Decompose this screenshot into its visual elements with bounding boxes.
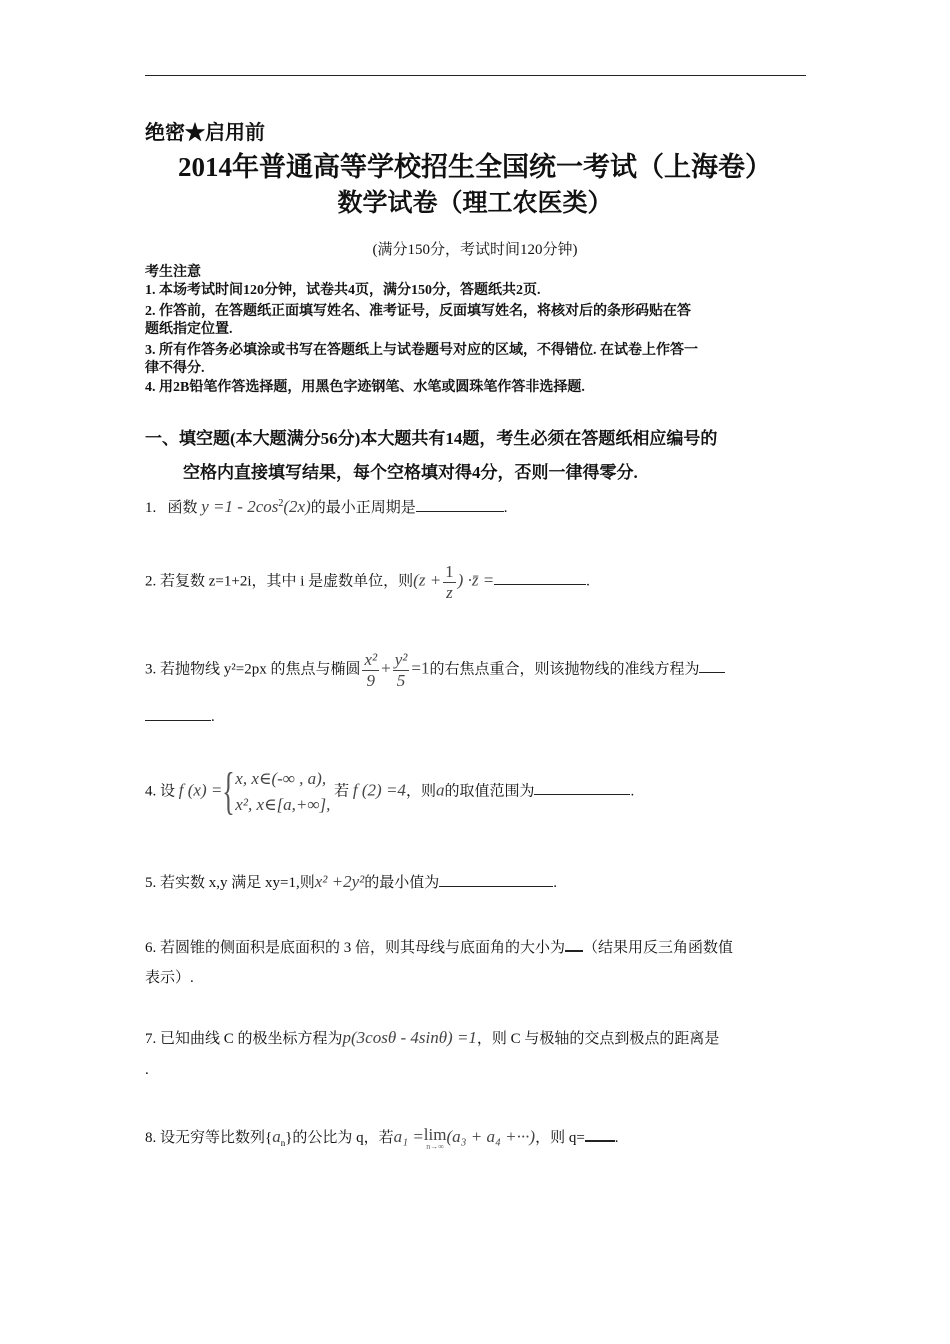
question-5: [145, 871, 557, 892]
question-4: [145, 763, 635, 820]
top-rule: [145, 75, 806, 76]
answer-blank[interactable]: [416, 497, 504, 512]
answer-blank[interactable]: [534, 780, 630, 795]
q2-denominator: z: [446, 582, 453, 602]
q3-num2: y²: [394, 650, 408, 669]
q8-a1: a₁ =: [393, 1127, 424, 1146]
q4-text-post2: 的取值范围为: [444, 783, 535, 800]
q3-plus: +: [381, 658, 391, 678]
q5-formula: x² +2y²: [314, 872, 365, 891]
question-3: [145, 650, 725, 690]
notice-item: 3. 所有作答务必填涂或书写在答题纸上与试卷题号对应的区域，不得错位. 在试卷上作答一: [145, 343, 698, 358]
question-number: 1.: [145, 500, 157, 516]
q8-lim-sub: n→∞: [426, 1142, 444, 1152]
q7-text: 7. 已知曲线 C 的极坐标方程为: [145, 1031, 343, 1047]
answer-blank[interactable]: [494, 570, 586, 585]
q8-seq: a: [272, 1127, 281, 1146]
section-heading-cont: 空格内直接填写结果，每个空格填对得4分，否则一律得零分.: [183, 463, 638, 482]
q4-condition: f (2) =4: [352, 780, 406, 800]
q8-lim: lim: [423, 1125, 447, 1145]
q8-seq-sub: n: [280, 1138, 286, 1148]
q4-case-2: x², x∈[a,+∞],: [235, 795, 331, 814]
q1-exp: 2: [278, 498, 284, 509]
notice-item: 4. 用2B铅笔作答选择题，用黑色字迹钢笔、水笔或圆珠笔作答非选择题.: [145, 380, 585, 395]
notice-item: 题纸指定位置.: [145, 322, 233, 337]
q7-text-post: ，则 C 与极轴的交点到极点的距离是: [476, 1031, 720, 1047]
question-1: [145, 496, 508, 517]
q4-case-1: x, x∈(-∞ , a),: [235, 769, 327, 788]
q5-text: 5. 若实数 x,y 满足 xy=1,则: [145, 875, 315, 891]
q6-text: 6. 若圆锥的侧面积是底面积的 3 倍，则其母线与底面角的大小为: [145, 940, 566, 956]
q2-formula-end: ) ·z̄ =: [457, 570, 495, 590]
q5-end: .: [553, 875, 557, 891]
question-8: [145, 1126, 619, 1151]
q4-text-post: ，则: [405, 783, 436, 800]
exam-title: 2014年普通高等学校招生全国统一考试（上海卷）: [178, 152, 772, 182]
q8-end: .: [614, 1130, 619, 1146]
q1-formula-arg: (2x): [283, 497, 311, 516]
q1-text: 函数: [167, 500, 198, 516]
question-7: [145, 1027, 719, 1048]
q1-text-post: 的最小正周期是: [310, 500, 416, 516]
brace-icon: {: [222, 763, 236, 820]
q2-numerator: 1: [445, 562, 454, 581]
notice-item: 1. 本场考试时间120分钟，试卷共4页，满分150分，答题纸共2页.: [145, 283, 541, 298]
q3-end: .: [211, 709, 215, 725]
q6-line2: 表示）.: [145, 970, 194, 986]
q4-text-mid: 若: [334, 783, 350, 800]
q3-num1: x²: [364, 650, 378, 669]
section-heading: 一、填空题(本大题满分56分)本大题共有14题，考生必须在答题纸相应编号的: [145, 429, 718, 448]
q4-cases: [235, 766, 330, 818]
q8-text: 8. 设无穷等比数列{: [145, 1130, 273, 1146]
q3-text-post: 的右焦点重合，则该抛物线的准线方程为: [429, 661, 700, 678]
q8-text-post: ，则 q=: [535, 1130, 585, 1146]
exam-subtitle: 数学试卷（理工农医类）: [337, 190, 613, 217]
notice-item: 2. 作答前，在答题纸正面填写姓名、准考证号，反面填写姓名，将核对后的条形码贴在答: [145, 304, 691, 319]
answer-blank[interactable]: [145, 706, 211, 721]
answer-blank[interactable]: [699, 658, 725, 673]
q3-den1: 9: [366, 670, 376, 690]
q8-text-mid: }的公比为 q，若: [285, 1130, 394, 1146]
q4-end: .: [630, 783, 635, 800]
q2-end: .: [586, 573, 590, 590]
score-note: (满分150分，考试时间120分钟): [372, 242, 578, 258]
q5-text-post: 的最小值为: [364, 875, 440, 891]
q3-den2: 5: [396, 670, 406, 690]
q3-text: 3. 若抛物线 y²=2px 的焦点与椭圆: [145, 661, 361, 678]
notice-item: 律不得分.: [145, 361, 205, 376]
answer-blank[interactable]: [439, 872, 553, 887]
q3-eq: =1: [411, 658, 430, 678]
q1-end: .: [503, 500, 508, 516]
q7-line2: .: [145, 1062, 149, 1078]
q4-text: 4. 设: [145, 783, 176, 800]
q7-formula: p(3cosθ - 4sinθ) =1: [342, 1028, 477, 1047]
q1-formula: y =1 - 2cos: [201, 497, 279, 516]
question-3-cont: [145, 706, 215, 726]
answer-blank[interactable]: [565, 936, 583, 952]
q8-formula: (a₃ + a₄ +···): [446, 1127, 536, 1146]
q6-text-post: （结果用反三角函数值: [583, 940, 734, 956]
answer-blank[interactable]: [585, 1126, 615, 1142]
question-6: [145, 936, 733, 957]
notice-heading: 考生注意: [145, 265, 201, 280]
question-2: [145, 562, 590, 602]
secret-label: 绝密★启用前: [145, 122, 265, 144]
q4-var: a: [435, 780, 445, 800]
q4-function: f (x) =: [178, 780, 223, 800]
q2-formula: (z +: [413, 570, 442, 590]
q2-text: 2. 若复数 z=1+2i，其中 i 是虚数单位，则: [145, 573, 414, 590]
